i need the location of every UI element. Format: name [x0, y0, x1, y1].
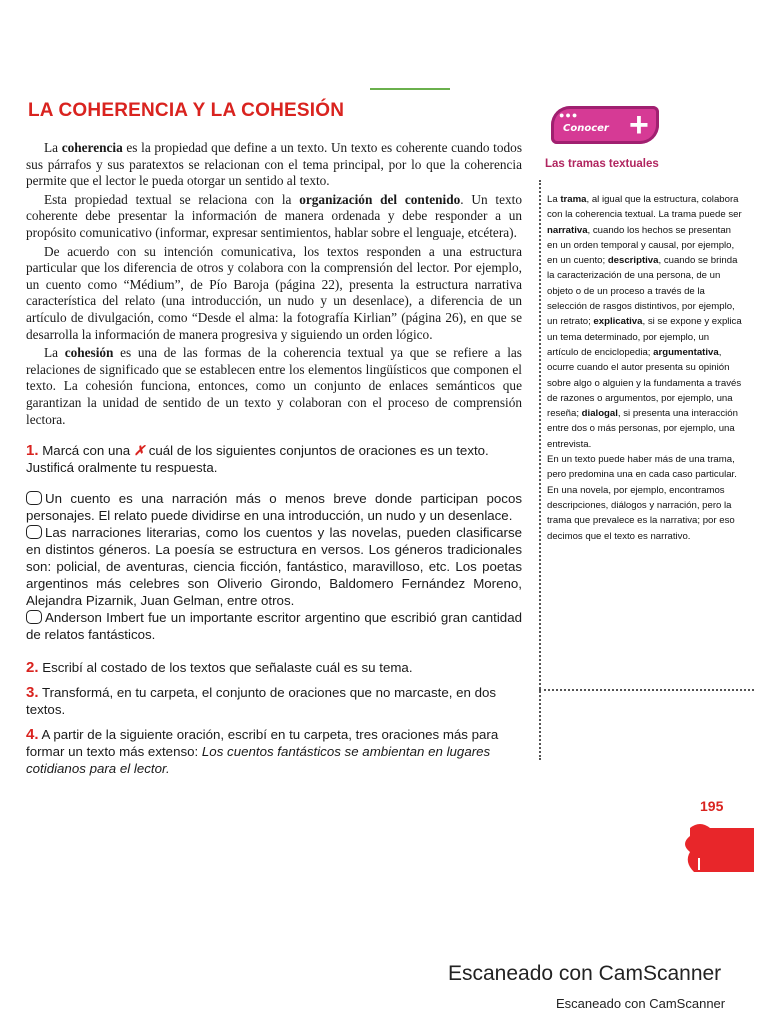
paragraph-intencion: De acuerdo con su intención comunicativa, los textos responden a una estructura particular que los diferencia de otros y colabora con la comprensión del lector. Por ejemplo, un cuento como “Médium”, de Pío Baroja (página 22), presenta la estructura narrativa característica del relato (una introducción, un nudo y un desenlace), a diferencia de un artículo de divulgación, como “Desde el alma: la fotografía Kirlian” (página 26), en que se desarrolla la información de manera progresiva y siguiendo un orden lógico. [26, 243, 522, 342]
paragraph-organizacion: Esta propiedad textual se relaciona con la organización del contenido. Un texto coherente debe presentar la información de manera ordenada y debe responder a un propósito comunicativo (informar, expresar sentimientos, hablar sobre el lenguaje, etcétera). [26, 191, 522, 240]
scanner-watermark: Escaneado con CamScanner [448, 962, 722, 985]
sidebar-text: La trama, al igual que la estructura, colabora con la coherencia textual. La trama puede ser narrativa, cuando los hechos se presentan en un orden temporal y causal, por ejemplo, en un cuento; descriptiva, cuando se brinda la caracterización de una persona, de un objeto o de un proceso a través de la selección de rasgos distintivos, por ejemplo, un retrato; explicativa, si se expone y explica un tema determinado, por ejemplo, un artículo de enciclopedia; argumentativa, ocurre cuando el autor presenta su opinión sobre algo o alguien y la fundamenta a través de razones o argumentos, por ejemplo, una reseña; dialogal, si presenta una interacción entre dos o más personas, por ejemplo, una entrevista. En un texto puede haber más de una trama, pero predomina una en cada caso particular. En una novela, por ejemplo, encontramos descripciones, diálogos y narración, pero la trama que prevalece es la narrativa; por eso decimos que el texto es narrativo. [547, 194, 742, 542]
sidebar-conocer-mas [537, 100, 757, 692]
question-1: 1. Marcá con una ✗ cuál de los siguientes conjuntos de oraciones es un texto. Justificá oralmente tu respuesta. [26, 442, 489, 476]
dots-icon: ●●● [559, 110, 579, 120]
top-divider-line [370, 88, 450, 90]
paragraph-coherencia: La coherencia es la propiedad que define a un texto. Un texto es coherente cuando todos sus párrafos y sus paratextos se relacionan con el tema principal, por lo que la coherencia permite que el lector le pueda otorgar un sentido al texto. [26, 140, 522, 189]
sidebar-dotted-border-bottom [539, 689, 754, 691]
badge-label: Conocer [563, 123, 609, 134]
question-number: 1. [26, 442, 39, 460]
cross-mark-icon: ✗ [133, 443, 146, 459]
question-3: 3. Transformá, en tu carpeta, el conjunto de oraciones que no marcaste, en dos textos. [26, 684, 497, 718]
puzzle-corner-decoration [680, 818, 754, 872]
paragraph-cohesion: La cohesión es una de las formas de la coherencia textual ya que se refiere a las relaciones de significado que se establecen entre los elementos lingüísticos que componen el texto. La cohesión funciona, entonces, como un conjunto de enlaces semánticos que garantizan la unidad de sentido de un texto y colaboran con el proceso de comprensión lectora. [26, 345, 522, 427]
option-1: Un cuento es una narración más o menos breve donde participan pocos personajes. El relato puede dividirse en una introducción, un nudo y un desenlace. [26, 491, 522, 524]
question-4: 4. A partir de la siguiente oración, escribí en tu carpeta, tres oraciones más para formar un texto más extenso: Los cuentos fantásticos se ambientan en lugares cotidianos para el lector. [26, 726, 499, 777]
sidebar-title: Las tramas textuales [545, 158, 659, 170]
option-2: Las narraciones literarias, como los cuentos y las novelas, pueden clasificarse en distintos géneros. La poesía se estructura en versos. Los géneros tradicionales son: policial, de aventuras, ciencia ficción, fantástico, maravilloso, etc. Los poetas argentinos más celebres son Oliverio Girondo, Baldomero Fernández Moreno, Alejandra Pizarnik, Juan Gelman, entre otros. [26, 525, 522, 609]
term-organizacion: organización del contenido [299, 191, 461, 207]
option-checkbox[interactable] [26, 491, 42, 505]
page-title: LA COHERENCIA Y LA COHESIÓN [28, 100, 345, 121]
page-number: 195 [700, 798, 724, 814]
question-2: 2. Escribí al costado de los textos que señalaste cuál es su tema. [26, 659, 413, 677]
conocer-mas-badge [551, 106, 659, 144]
option-3: Anderson Imbert fue un importante escritor argentino que escribió gran cantidad de relatos fantásticos. [26, 610, 522, 643]
plus-icon: + [629, 106, 649, 144]
scanner-caption: Escaneado con CamScanner [556, 996, 726, 1011]
option-checkbox[interactable] [26, 610, 42, 624]
term-coherencia: coherencia [61, 140, 123, 155]
questions-list [26, 659, 522, 777]
option-checkbox[interactable] [26, 525, 42, 539]
term-cohesion: cohesión [64, 345, 114, 361]
options-list [26, 490, 522, 643]
sidebar-dotted-border [539, 180, 541, 760]
main-column [26, 140, 522, 785]
